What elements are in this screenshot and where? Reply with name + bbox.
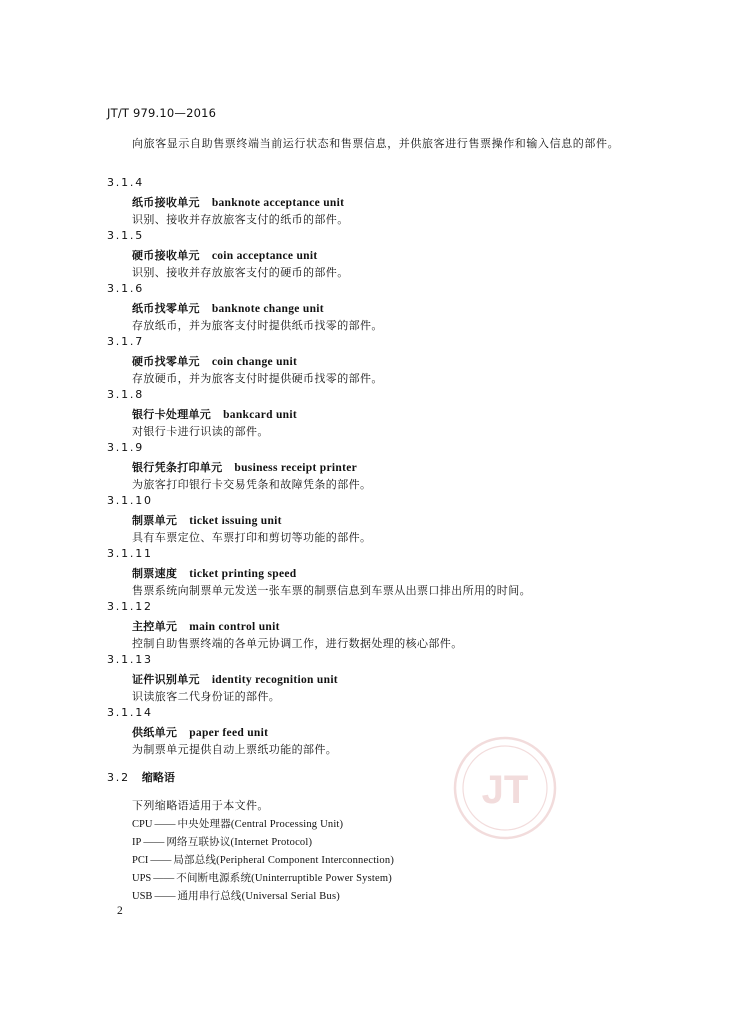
- term-chinese: 制票速度: [132, 567, 178, 580]
- abbreviation-term: UPS: [132, 873, 152, 884]
- section-heading: [107, 769, 175, 785]
- abbreviation-entry: [132, 834, 312, 849]
- term-english: business receipt printer: [234, 462, 358, 474]
- abbreviation-entry: [132, 852, 394, 867]
- term-definition: 对银行卡进行识读的部件。: [132, 425, 269, 438]
- term-english: coin acceptance unit: [211, 250, 318, 262]
- watermark-text: JT: [481, 768, 529, 812]
- term-title: [132, 194, 344, 210]
- term-english: coin change unit: [211, 356, 298, 368]
- abbreviation-definition: 通用串行总线(Universal Serial Bus): [177, 891, 340, 902]
- section-number: 3.2: [107, 771, 130, 784]
- clause-number: 3.1.8: [107, 388, 144, 401]
- term-title: [132, 459, 357, 475]
- term-title: [132, 671, 338, 687]
- term-chinese: 硬币找零单元: [132, 355, 200, 368]
- abbreviation-dash: ——: [154, 819, 176, 830]
- abbreviation-entry: [132, 888, 340, 903]
- term-definition: 具有车票定位、车票打印和剪切等功能的部件。: [132, 531, 372, 544]
- intro-paragraph: 向旅客显示自助售票终端当前运行状态和售票信息，并供旅客进行售票操作和输入信息的部件。: [132, 137, 620, 150]
- term-english: ticket issuing unit: [189, 515, 282, 527]
- abbreviations-intro: 下列缩略语适用于本文件。: [132, 799, 269, 812]
- term-english: banknote acceptance unit: [211, 197, 345, 209]
- clause-number: 3.1.9: [107, 441, 144, 454]
- term-title: [132, 406, 297, 422]
- abbreviation-dash: ——: [143, 837, 165, 848]
- term-title: [132, 300, 324, 316]
- clause-number: 3.1.12: [107, 600, 153, 613]
- term-chinese: 主控单元: [132, 620, 178, 633]
- jt-watermark-seal: [450, 733, 560, 843]
- abbreviation-entry: [132, 870, 392, 885]
- term-english: paper feed unit: [189, 727, 269, 739]
- term-title: [132, 565, 296, 581]
- term-chinese: 硬币接收单元: [132, 249, 200, 262]
- term-definition: 存放纸币，并为旅客支付时提供纸币找零的部件。: [132, 319, 383, 332]
- clause-number: 3.1.6: [107, 282, 144, 295]
- clause-number: 3.1.7: [107, 335, 144, 348]
- clause-number: 3.1.5: [107, 229, 144, 242]
- abbreviation-definition: 局部总线(Peripheral Component Interconnection): [173, 855, 395, 866]
- term-definition: 为制票单元提供自动上票纸功能的部件。: [132, 743, 338, 756]
- term-chinese: 证件识别单元: [132, 673, 200, 686]
- term-definition: 识读旅客二代身份证的部件。: [132, 690, 281, 703]
- abbreviation-term: USB: [132, 891, 153, 902]
- abbreviation-definition: 不间断电源系统(Uninterruptible Power System): [176, 873, 392, 884]
- term-english: bankcard unit: [223, 409, 297, 421]
- term-definition: 存放硬币，并为旅客支付时提供硬币找零的部件。: [132, 372, 383, 385]
- term-english: identity recognition unit: [211, 674, 338, 686]
- standard-number-header: JT/T 979.10—2016: [107, 106, 217, 120]
- abbreviation-dash: ——: [154, 891, 176, 902]
- term-title: [132, 618, 280, 634]
- term-title: [132, 512, 282, 528]
- term-chinese: 银行卡处理单元: [132, 408, 212, 421]
- term-title: [132, 247, 317, 263]
- term-chinese: 银行凭条打印单元: [132, 461, 223, 474]
- clause-number: 3.1.13: [107, 653, 153, 666]
- term-chinese: 纸币找零单元: [132, 302, 200, 315]
- abbreviation-term: PCI: [132, 855, 149, 866]
- term-title: [132, 724, 268, 740]
- clause-number: 3.1.11: [107, 547, 153, 560]
- term-definition: 为旅客打印银行卡交易凭条和故障凭条的部件。: [132, 478, 372, 491]
- term-english: main control unit: [189, 621, 280, 633]
- term-title: [132, 353, 297, 369]
- page-number: 2: [117, 905, 123, 917]
- abbreviation-definition: 中央处理器(Central Processing Unit): [177, 819, 344, 830]
- clause-number: 3.1.10: [107, 494, 153, 507]
- clause-number: 3.1.4: [107, 176, 144, 189]
- term-chinese: 制票单元: [132, 514, 178, 527]
- term-english: ticket printing speed: [189, 568, 297, 580]
- abbreviation-term: CPU: [132, 819, 153, 830]
- clause-number: 3.1.14: [107, 706, 153, 719]
- abbreviation-dash: ——: [153, 873, 175, 884]
- term-definition: 控制自助售票终端的各单元协调工作，进行数据处理的核心部件。: [132, 637, 463, 650]
- term-definition: 识别、接收并存放旅客支付的纸币的部件。: [132, 213, 349, 226]
- abbreviation-definition: 网络互联协议(Internet Protocol): [166, 837, 313, 848]
- abbreviation-term: IP: [132, 837, 142, 848]
- term-chinese: 纸币接收单元: [132, 196, 200, 209]
- abbreviation-dash: ——: [150, 855, 172, 866]
- term-english: banknote change unit: [211, 303, 324, 315]
- term-chinese: 供纸单元: [132, 726, 178, 739]
- section-title: 缩略语: [141, 771, 175, 784]
- term-definition: 售票系统向制票单元发送一张车票的制票信息到车票从出票口排出所用的时间。: [132, 584, 531, 597]
- term-definition: 识别、接收并存放旅客支付的硬币的部件。: [132, 266, 349, 279]
- abbreviation-entry: [132, 816, 343, 831]
